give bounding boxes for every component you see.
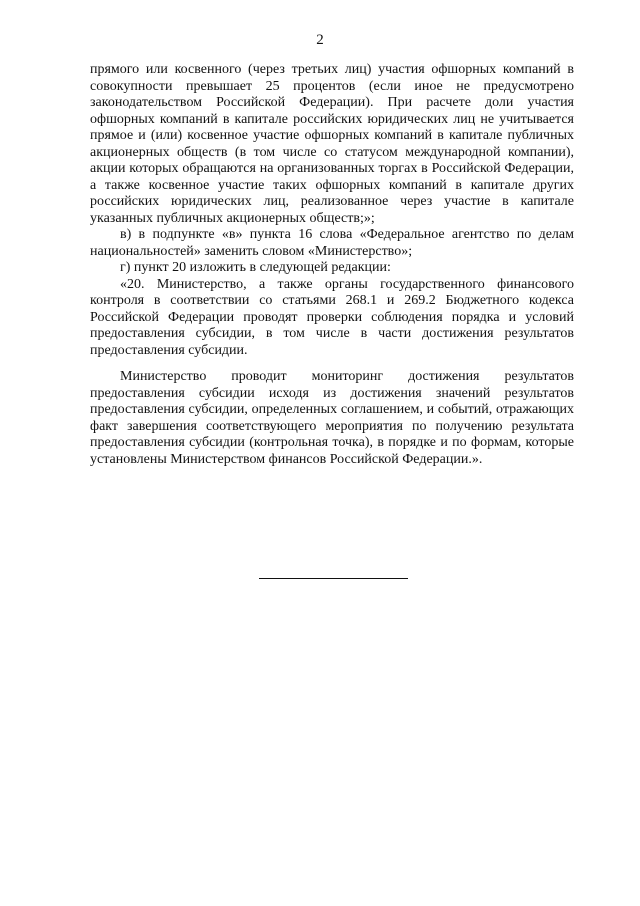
paragraph-subitem-v: в) в подпункте «в» пункта 16 слова «Федеральное агентство по делам национальностей» заменить словом «Министерство»; (90, 227, 574, 259)
document-body (90, 62, 574, 468)
paragraph-subitem-g: г) пункт 20 изложить в следующей редакции: (120, 260, 391, 275)
end-separator-line (259, 578, 408, 579)
paragraph-offshore-participation: прямого или косвенного (через третьих лиц) участия офшорных компаний в совокупности превышает 25 процентов (если иное не предусмотрено законодательством Российской Федерации). При расчете доли участия офшорных компаний в капитале российских юридических лиц не учитывается прямое и (или) косвенное участие офшорных компаний в капитале публичных акционерных обществ (в том числе со статусом международной компании), акции которых обращаются на организованных торгах в Российской Федерации, а также косвенное участие таких офшорных компаний в капитале других российских юридических лиц, реализованное через участие в капитале указанных публичных акционерных обществ;»; (90, 62, 574, 226)
paragraph-item-20: «20. Министерство, а также органы государственного финансового контроля в соответствии со статьями 268.1 и 269.2 Бюджетного кодекса Российской Федерации проводят проверки соблюдения порядка и условий предоставления субсидии, в том числе в части достижения результатов предоставления субсидии. (90, 276, 574, 358)
page-number: 2 (316, 32, 324, 48)
paragraph-monitoring: Министерство проводит мониторинг достижения результатов предоставления субсидии исходя из достижения значений результатов предоставления субсидии, определенных соглашением, и событий, отражающих факт завершения соответствующего мероприятия по получению результата предоставления субсидии (контрольная точка), в порядке и по формам, которые установлены Министерством финансов Российской Федерации.». (90, 369, 574, 467)
